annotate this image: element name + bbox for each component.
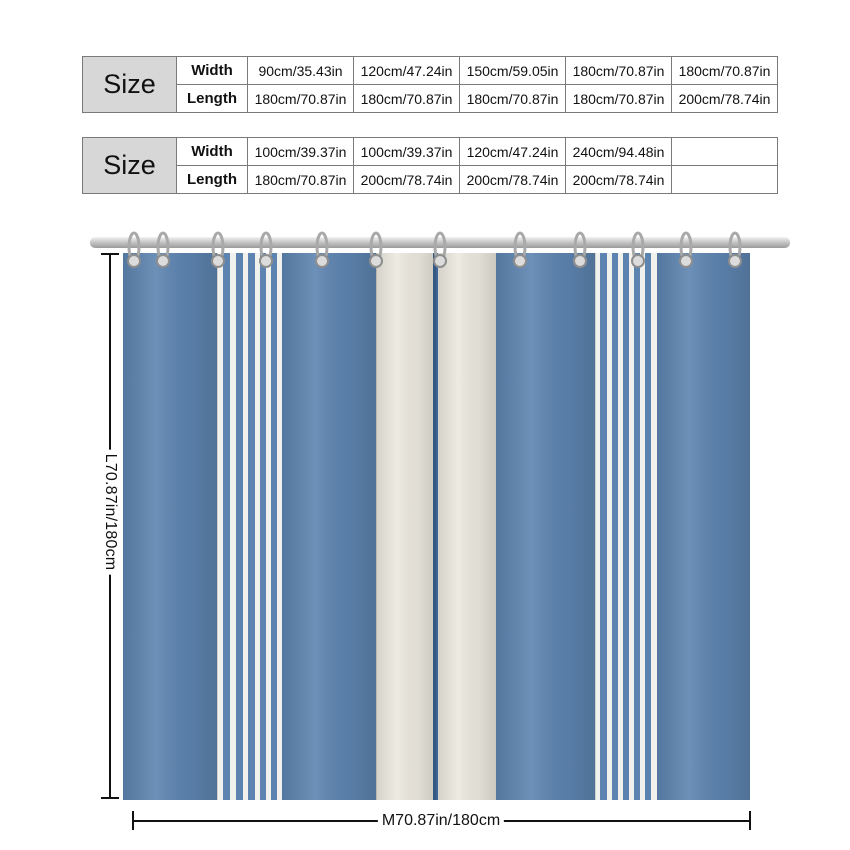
length-dimension-label: L70.87in/180cm [101,450,119,575]
size-table-1 [82,56,778,113]
size-table-2 [82,137,778,194]
table-cell: 180cm/70.87in [248,85,354,113]
table-cell: 100cm/39.37in [354,138,460,166]
table-cell: 200cm/78.74in [354,166,460,194]
shower-curtain-illustration [90,225,790,805]
size-heading: Size [83,138,177,194]
table-cell: 90cm/35.43in [248,57,354,85]
curtain-rod [90,237,790,248]
table-cell: 200cm/78.74in [460,166,566,194]
table-cell: 120cm/47.24in [460,138,566,166]
table-cell [672,166,778,194]
curtain-panel [123,253,750,800]
length-label: Length [177,85,248,113]
table-cell: 100cm/39.37in [248,138,354,166]
table-cell: 240cm/94.48in [566,138,672,166]
table-cell: 120cm/47.24in [354,57,460,85]
width-label: Width [177,57,248,85]
length-dimension-cap [101,253,119,255]
table-cell: 150cm/59.05in [460,57,566,85]
width-dimension-cap [132,811,134,830]
table-cell: 200cm/78.74in [566,166,672,194]
table-cell: 180cm/70.87in [354,85,460,113]
table-cell: 180cm/70.87in [566,85,672,113]
table-cell: 180cm/70.87in [460,85,566,113]
length-dimension-cap [101,797,119,799]
table-cell: 200cm/78.74in [672,85,778,113]
width-dimension-cap [749,811,751,830]
table-cell [672,138,778,166]
width-label: Width [177,138,248,166]
width-dimension-label: M70.87in/180cm [378,812,504,830]
table-cell: 180cm/70.87in [566,57,672,85]
length-label: Length [177,166,248,194]
table-cell: 180cm/70.87in [248,166,354,194]
table-cell: 180cm/70.87in [672,57,778,85]
size-heading: Size [83,57,177,113]
